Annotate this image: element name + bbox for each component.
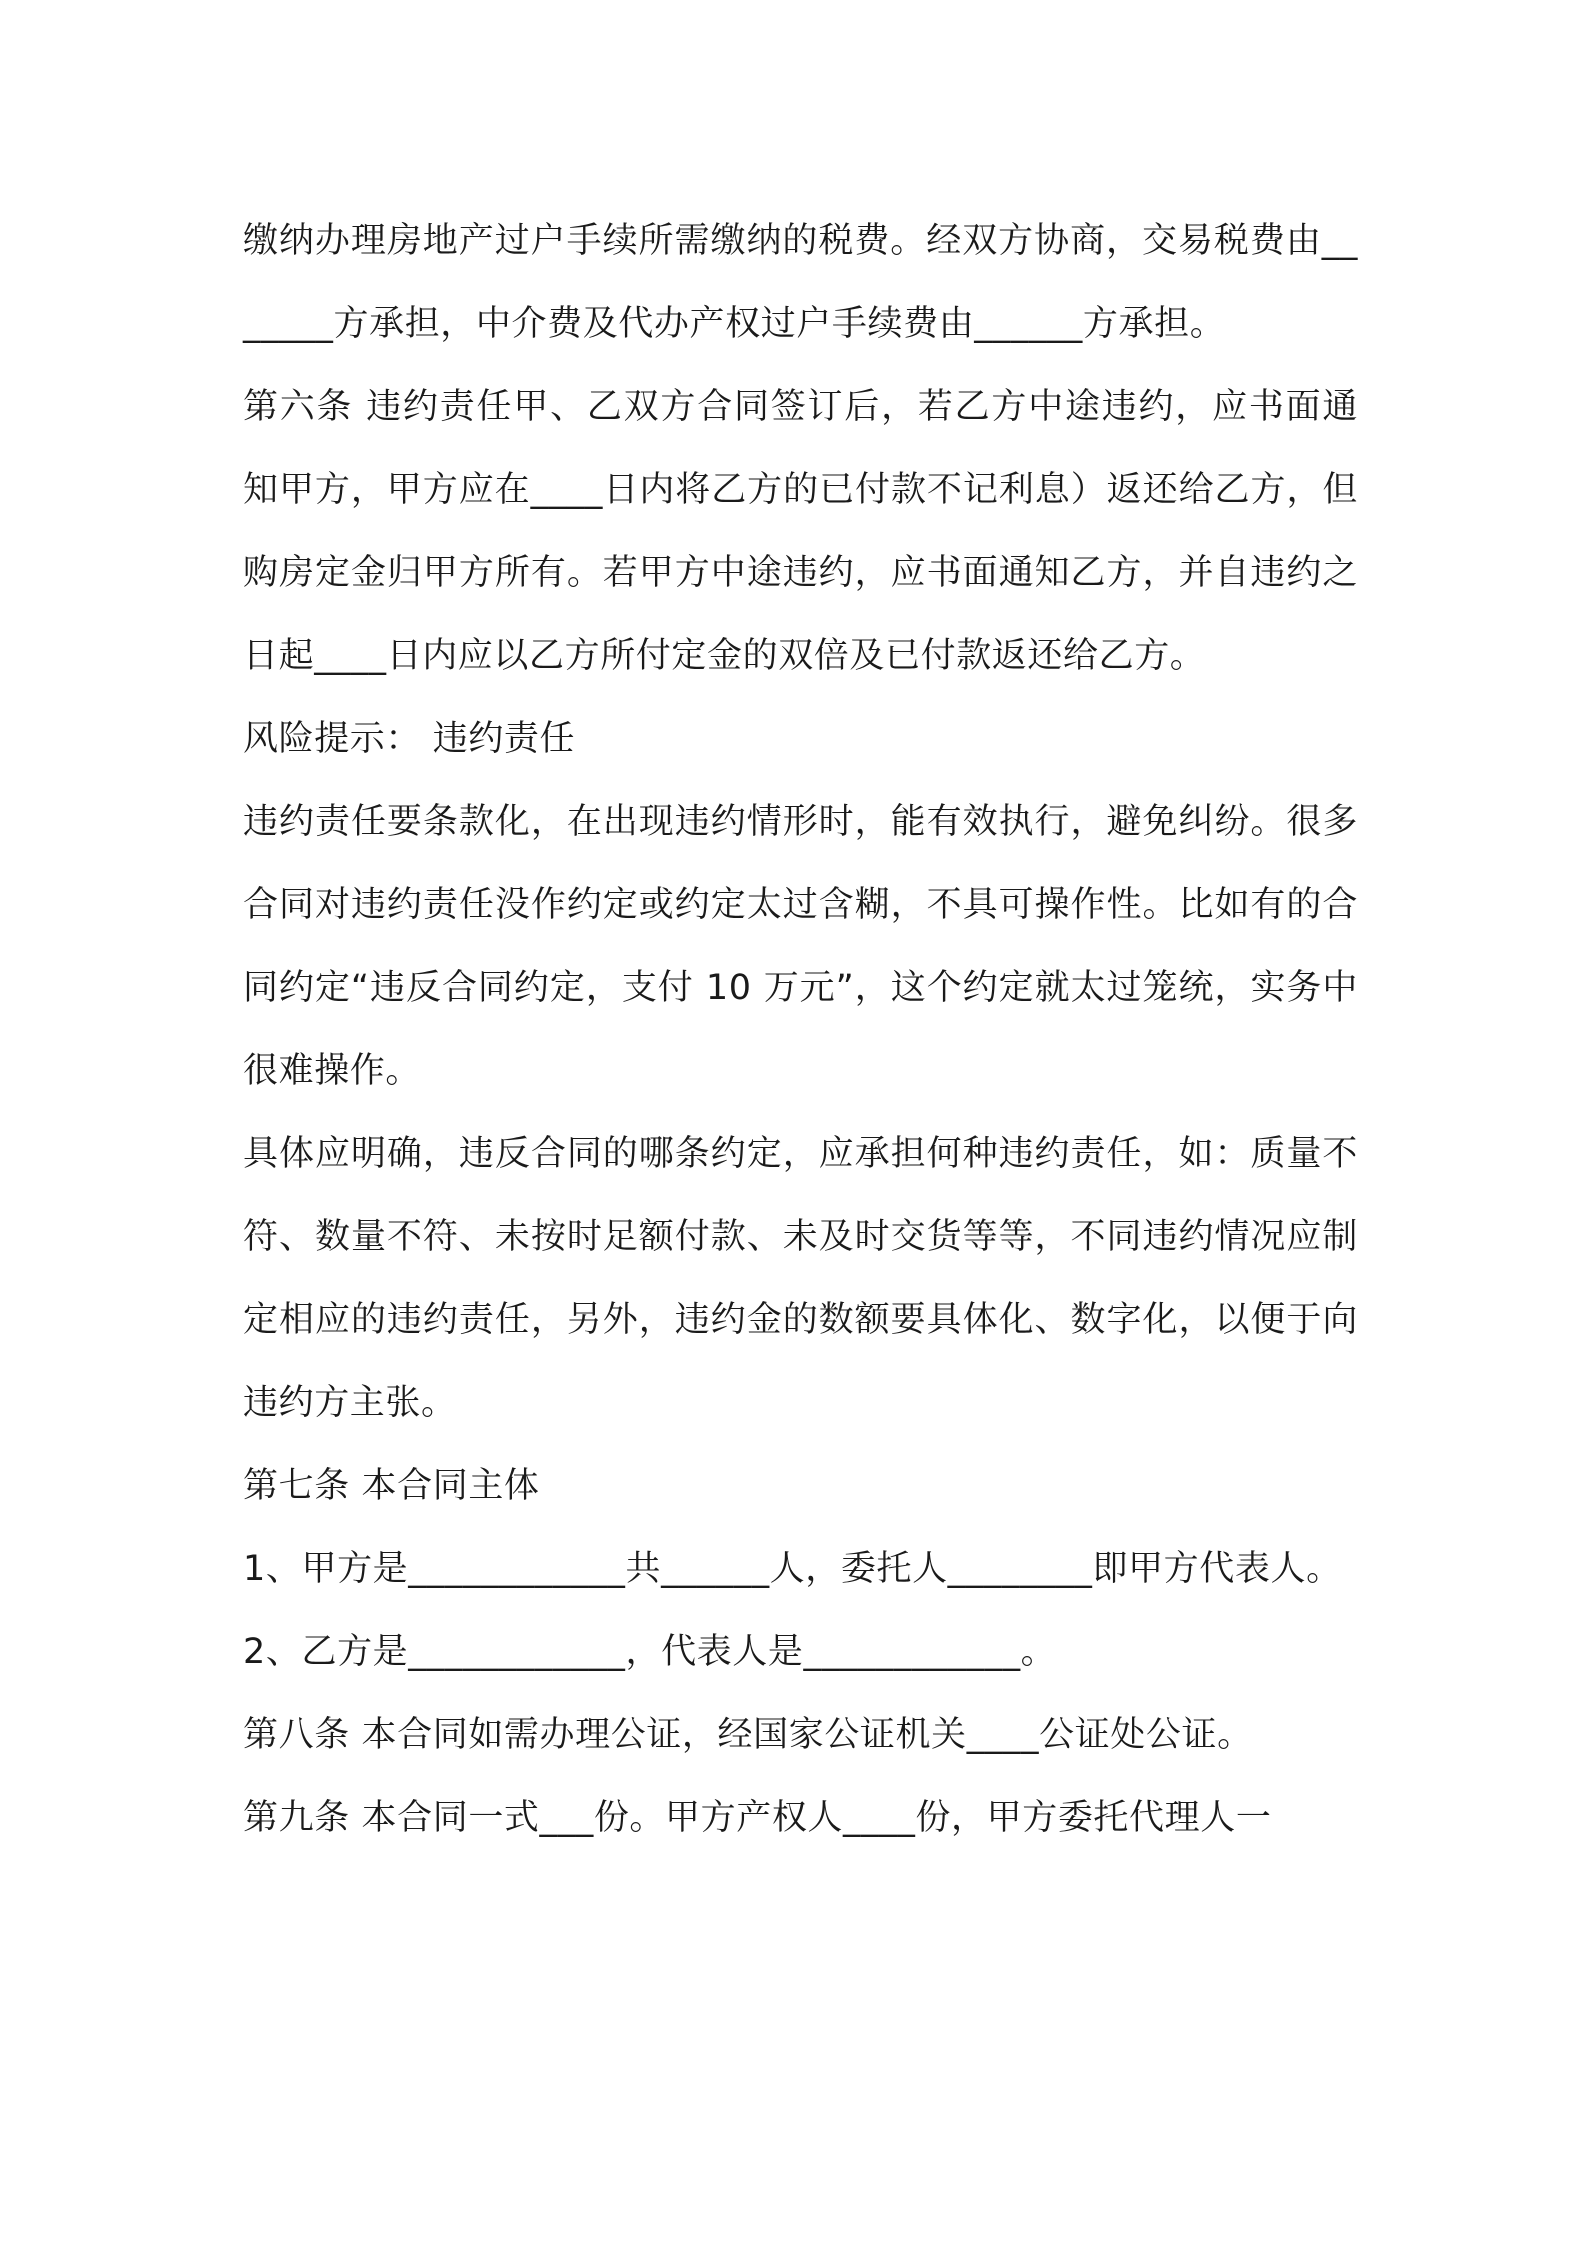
paragraph-article-7-heading: 第七条 本合同主体 <box>243 1466 540 1506</box>
paragraph-party-b: 2、乙方是____________，代表人是____________。 <box>243 1632 1057 1672</box>
paragraph-party-a: 1、甲方是____________共______人，委托人________即甲方代表人。 <box>243 1549 1342 1589</box>
paragraph-article-8-notary: 第八条 本合同如需办理公证，经国家公证机关____公证处公证。 <box>243 1715 1253 1755</box>
paragraph-article-9-copies: 第九条 本合同一式___份。甲方产权人____份，甲方委托代理人一 <box>243 1798 1272 1838</box>
paragraph-risk-tip-body: 违约责任要条款化，在出现违约情形时，能有效执行，避免纠纷。很多合同对违约责任没作约定或约定太过含糊，不具可操作性。比如有的合同约定“违反合同约定，支付 10 万元”，这个约定就太过笼统，实务中很难操作。 <box>243 802 1358 1091</box>
paragraph-risk-tip-heading: 风险提示： 违约责任 <box>243 719 576 759</box>
paragraph-article-6-breach: 第六条 违约责任甲、乙双方合同签订后，若乙方中途违约，应书面通知甲方，甲方应在____日内将乙方的已付款不记利息）返还给乙方，但购房定金归甲方所有。若甲方中途违约，应书面通知乙方，并自违约之日起____日内应以乙方所付定金的双倍及已付款返还给乙方。 <box>243 387 1358 676</box>
document-body <box>243 200 1358 1860</box>
paragraph-risk-tip-detail: 具体应明确，违反合同的哪条约定，应承担何种违约责任，如：质量不符、数量不符、未按时足额付款、未及时交货等等，不同违约情况应制定相应的违约责任，另外，违约金的数额要具体化、数字化，以便于向违约方主张。 <box>243 1134 1358 1423</box>
paragraph-tax-fees: 缴纳办理房地产过户手续所需缴纳的税费。经双方协商，交易税费由_______方承担，中介费及代办产权过户手续费由______方承担。 <box>243 221 1358 344</box>
